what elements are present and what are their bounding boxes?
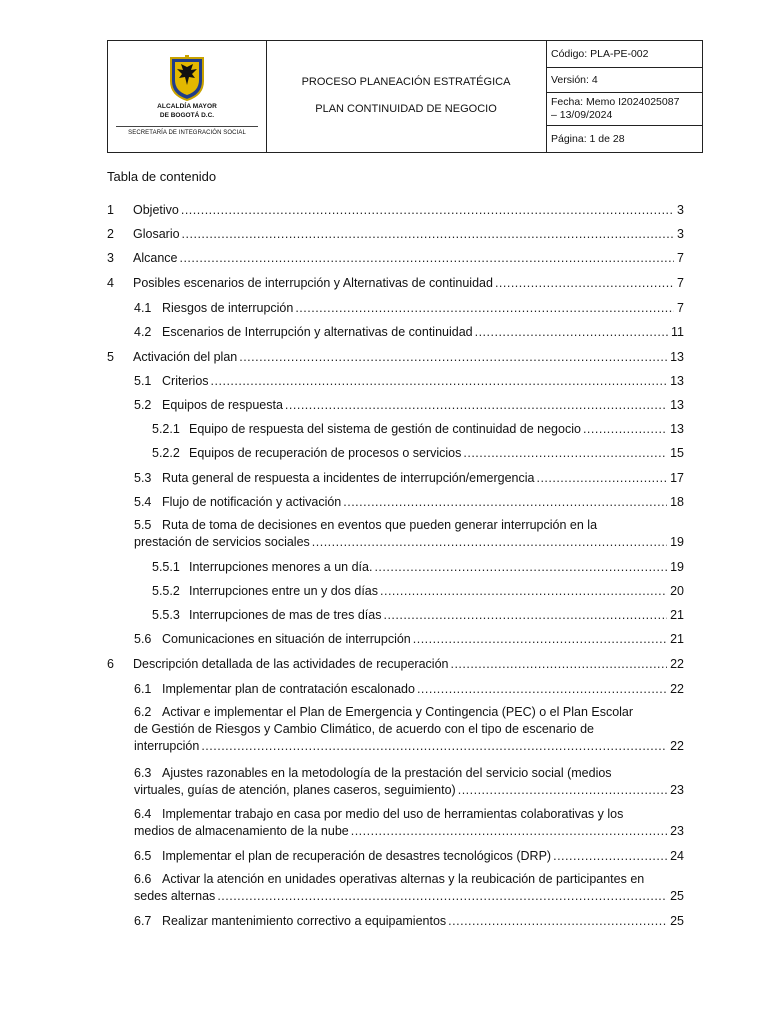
- toc-entry-line: [134, 738, 684, 755]
- toc-entry-number: 2: [107, 227, 114, 241]
- toc-entry-title: Realizar mantenimiento correctivo a equipamientos: [162, 914, 447, 928]
- toc-entry-line: [134, 517, 684, 534]
- toc-entry-number: 5: [107, 350, 114, 364]
- toc-entry[interactable]: [107, 656, 684, 673]
- toc-entry-text-line: Activar la atención en unidades operativas alternas y la reubicación de participantes en: [162, 872, 645, 886]
- toc-entry[interactable]: [134, 300, 684, 317]
- toc-dot-leader: [448, 913, 667, 930]
- toc-entry-line: [107, 275, 684, 292]
- toc-entry-number: 4.2: [134, 325, 152, 339]
- logo-text-alcaldia: ALCALDÍA MAYOR: [157, 103, 217, 110]
- toc-entry[interactable]: [134, 871, 684, 905]
- toc-entry-title: Objetivo: [133, 203, 179, 217]
- toc-entry-page: 25: [670, 889, 684, 903]
- toc-dot-leader: [211, 373, 668, 390]
- toc-entry-line: [107, 226, 684, 243]
- toc-entry-title: Activación del plan: [133, 350, 238, 364]
- toc-entry-number: 4: [107, 276, 114, 290]
- toc-entry-page: 22: [670, 739, 684, 753]
- toc-entry-page: 7: [677, 301, 684, 315]
- toc-entry[interactable]: [134, 913, 684, 930]
- toc-dot-leader: [383, 607, 667, 624]
- toc-entry-page: 23: [670, 783, 684, 797]
- toc-entry-line: [134, 913, 684, 930]
- toc-dot-leader: [179, 250, 674, 267]
- toc-entry-text-line: Ajustes razonables en la metodología de la prestación del servicio social (medios: [162, 766, 612, 780]
- toc-entry-line: [134, 631, 684, 648]
- toc-dot-leader: [312, 534, 667, 551]
- toc-dot-leader: [450, 656, 667, 673]
- doc-page: Página: 1 de 28: [551, 133, 625, 145]
- toc-entry-page: 3: [677, 203, 684, 217]
- toc-entry[interactable]: [107, 349, 684, 366]
- toc-dot-leader: [475, 324, 668, 341]
- toc-entry-page: 25: [670, 914, 684, 928]
- toc-dot-leader: [201, 738, 667, 755]
- toc-entry-title: Equipos de recuperación de procesos o servicios: [189, 446, 462, 460]
- toc-entry-number: 5.2.2: [152, 446, 180, 460]
- toc-entry[interactable]: [152, 421, 684, 438]
- doc-code: Código: PLA-PE-002: [546, 41, 702, 68]
- document-header: [107, 40, 703, 153]
- toc-entry-number: 5.2: [134, 398, 152, 412]
- toc-entry-line: [152, 607, 684, 624]
- toc-entry[interactable]: [134, 324, 684, 341]
- toc-entry-line: [134, 324, 684, 341]
- toc-entry-line: [152, 559, 684, 576]
- toc-entry-line: [107, 202, 684, 219]
- toc-entry-title: Riesgos de interrupción: [162, 301, 294, 315]
- toc-entry-line: [134, 704, 684, 721]
- toc-entry-page: 21: [670, 632, 684, 646]
- toc-entry-page: 11: [671, 325, 684, 339]
- toc-entry[interactable]: [134, 848, 684, 865]
- toc-entry-page: 7: [677, 276, 684, 290]
- toc-entry-page: 23: [670, 824, 684, 838]
- toc-entry-page: 20: [670, 584, 684, 598]
- toc-entry-title: Alcance: [133, 251, 178, 265]
- toc-entry-line: [134, 848, 684, 865]
- toc-dot-leader: [463, 445, 667, 462]
- toc-entry-page: 13: [670, 422, 684, 436]
- toc-entry-page: 24: [670, 849, 684, 863]
- toc-dot-leader: [285, 397, 667, 414]
- toc-entry-number: 5.4: [134, 495, 152, 509]
- toc-entry-number: 3: [107, 251, 114, 265]
- toc-entry-number: 4.1: [134, 301, 152, 315]
- toc-entry-title: Ruta general de respuesta a incidentes de interrupción/emergencia: [162, 471, 535, 485]
- toc-dot-leader: [495, 275, 674, 292]
- toc-entry-line: [134, 888, 684, 905]
- toc-entry-line: [134, 470, 684, 487]
- toc-dot-leader: [239, 349, 667, 366]
- toc-entry-text-line: Implementar trabajo en casa por medio del uso de herramientas colaborativas y los: [162, 807, 624, 821]
- toc-entry[interactable]: [134, 631, 684, 648]
- toc-dot-leader: [380, 583, 667, 600]
- toc-entry-line: [134, 806, 684, 823]
- toc-entry-page: 22: [670, 657, 684, 671]
- toc-entry-line: [134, 300, 684, 317]
- toc-entry[interactable]: [134, 806, 684, 840]
- toc-dot-leader: [374, 559, 667, 576]
- toc-entry[interactable]: [107, 250, 684, 267]
- toc-entry-line: [134, 494, 684, 511]
- toc-entry[interactable]: [134, 470, 684, 487]
- doc-date-line2: – 13/09/2024: [551, 109, 613, 121]
- toc-entry-title: Escenarios de Interrupción y alternativas de continuidad: [162, 325, 473, 339]
- toc-dot-leader: [217, 888, 667, 905]
- toc-entry-title: Comunicaciones en situación de interrupción: [162, 632, 411, 646]
- meta-cell: [546, 41, 702, 152]
- toc-entry-page: 17: [670, 471, 684, 485]
- toc-entry[interactable]: [134, 765, 684, 799]
- bogota-crest-icon: [168, 55, 206, 101]
- toc-dot-leader: [343, 494, 667, 511]
- toc-entry[interactable]: [152, 607, 684, 624]
- toc-title: Tabla de contenido: [107, 169, 217, 184]
- toc-entry-number: 1: [107, 203, 114, 217]
- toc-dot-leader: [458, 782, 667, 799]
- toc-entry-line: [134, 823, 684, 840]
- logo-cell: [108, 41, 267, 152]
- toc-entry-page: 13: [670, 350, 684, 364]
- toc-entry-page: 22: [670, 682, 684, 696]
- toc-entry-line: [134, 871, 684, 888]
- toc-entry-title: Interrupciones menores a un día.: [189, 560, 373, 574]
- toc-entry[interactable]: [134, 704, 684, 755]
- toc-entry-title: Interrupciones de mas de tres días: [189, 608, 382, 622]
- toc-entry-number: 5.2.1: [152, 422, 180, 436]
- toc-entry-title: Implementar el plan de recuperación de desastres tecnológicos (DRP): [162, 849, 552, 863]
- toc-dot-leader: [182, 226, 675, 243]
- toc-entry-line: [107, 656, 684, 673]
- toc-entry[interactable]: [152, 583, 684, 600]
- toc-entry-text-line: de Gestión de Riesgos y Cambio Climático, de acuerdo con el tipo de escenario de: [134, 722, 594, 736]
- toc-entry-page: 15: [670, 446, 684, 460]
- toc-entry-number: 5.5.1: [152, 560, 180, 574]
- toc-entry-line: [134, 721, 684, 738]
- toc-entry-number: 6.7: [134, 914, 152, 928]
- doc-date: [546, 93, 702, 126]
- toc-entry-line: [134, 681, 684, 698]
- toc-entry-title: medios de almacenamiento de la nube: [134, 824, 349, 838]
- toc-entry-line: [107, 349, 684, 366]
- toc-entry-page: 13: [670, 398, 684, 412]
- process-title: PROCESO PLANEACIÓN ESTRATÉGICA: [301, 76, 511, 88]
- logo-text-bogota: DE BOGOTÁ D.C.: [159, 112, 215, 119]
- toc-entry-title: Descripción detallada de las actividades de recuperación: [133, 657, 449, 671]
- toc-entry-number: 5.6: [134, 632, 152, 646]
- toc-entry-line: [152, 421, 684, 438]
- toc-entry-number: 6.5: [134, 849, 152, 863]
- toc-entry-line: [134, 782, 684, 799]
- toc-dot-leader: [181, 202, 674, 219]
- toc-entry-title: prestación de servicios sociales: [134, 535, 310, 549]
- toc-entry-line: [107, 250, 684, 267]
- toc-entry-line: [134, 397, 684, 414]
- toc-entry[interactable]: [134, 373, 684, 390]
- toc-entry-line: [134, 765, 684, 782]
- toc-entry-page: 18: [670, 495, 684, 509]
- toc-entry-title: Criterios: [162, 374, 209, 388]
- toc-entry-title: interrupción: [134, 739, 200, 753]
- toc-entry-title: Interrupciones entre un y dos días: [189, 584, 379, 598]
- toc-dot-leader: [351, 823, 667, 840]
- toc-entry-title: Glosario: [133, 227, 180, 241]
- toc-entry-page: 19: [670, 535, 684, 549]
- toc-entry-page: 19: [670, 560, 684, 574]
- toc-entry-text-line: Activar e implementar el Plan de Emergencia y Contingencia (PEC) o el Plan Escolar: [162, 705, 634, 719]
- toc-entry-number: 5.5.3: [152, 608, 180, 622]
- toc-entry[interactable]: [134, 681, 684, 698]
- toc-entry-line: [152, 583, 684, 600]
- toc-entry-number: 5.1: [134, 374, 152, 388]
- toc-entry-title: virtuales, guías de atención, planes caseros, seguimiento): [134, 783, 456, 797]
- toc-entry-number: 6: [107, 657, 114, 671]
- plan-title: PLAN CONTINUIDAD DE NEGOCIO: [315, 103, 497, 115]
- toc-entry-title: Posibles escenarios de interrupción y Alternativas de continuidad: [133, 276, 493, 290]
- toc-dot-leader: [536, 470, 667, 487]
- toc-dot-leader: [583, 421, 667, 438]
- logo-text-secretaria: SECRETARÍA DE INTEGRACIÓN SOCIAL: [128, 130, 246, 136]
- toc-entry-number: 6.3: [134, 766, 152, 780]
- toc-entry[interactable]: [134, 397, 684, 414]
- toc-entry-title: Equipos de respuesta: [162, 398, 283, 412]
- toc-entry-number: 5.3: [134, 471, 152, 485]
- toc-entry-number: 6.1: [134, 682, 152, 696]
- toc-entry-line: [134, 373, 684, 390]
- toc-entry-title: Equipo de respuesta del sistema de gestión de continuidad de negocio: [189, 422, 581, 436]
- toc-dot-leader: [553, 848, 667, 865]
- toc-entry-line: [134, 534, 684, 551]
- toc-entry-page: 3: [677, 227, 684, 241]
- doc-date-line1: Fecha: Memo I2024025087: [551, 96, 680, 108]
- toc-entry-number: 6.4: [134, 807, 152, 821]
- title-cell: [266, 41, 547, 152]
- toc-entry[interactable]: [152, 559, 684, 576]
- toc-entry-number: 5.5.2: [152, 584, 180, 598]
- toc-entry[interactable]: [107, 202, 684, 219]
- toc-entry-line: [152, 445, 684, 462]
- toc-entry-number: 6.2: [134, 705, 152, 719]
- toc-entry[interactable]: [134, 517, 684, 551]
- toc-entry-number: 5.5: [134, 518, 152, 532]
- toc-entry-title: Implementar plan de contratación escalonado: [162, 682, 415, 696]
- toc-dot-leader: [417, 681, 667, 698]
- toc-entry[interactable]: [152, 445, 684, 462]
- logo-divider: [116, 126, 258, 127]
- toc-entry-text-line: Ruta de toma de decisiones en eventos que pueden generar interrupción en la: [162, 518, 598, 532]
- toc-entry-title: Flujo de notificación y activación: [162, 495, 342, 509]
- toc-entry-title: sedes alternas: [134, 889, 216, 903]
- toc-entry-page: 7: [677, 251, 684, 265]
- toc-entry-page: 21: [670, 608, 684, 622]
- toc-entry[interactable]: [107, 226, 684, 243]
- doc-version: Versión: 4: [546, 68, 702, 93]
- toc-entry-number: 6.6: [134, 872, 152, 886]
- toc-entry-page: 13: [670, 374, 684, 388]
- toc-dot-leader: [413, 631, 667, 648]
- toc-entry[interactable]: [107, 275, 684, 292]
- toc-dot-leader: [295, 300, 674, 317]
- toc-entry[interactable]: [134, 494, 684, 511]
